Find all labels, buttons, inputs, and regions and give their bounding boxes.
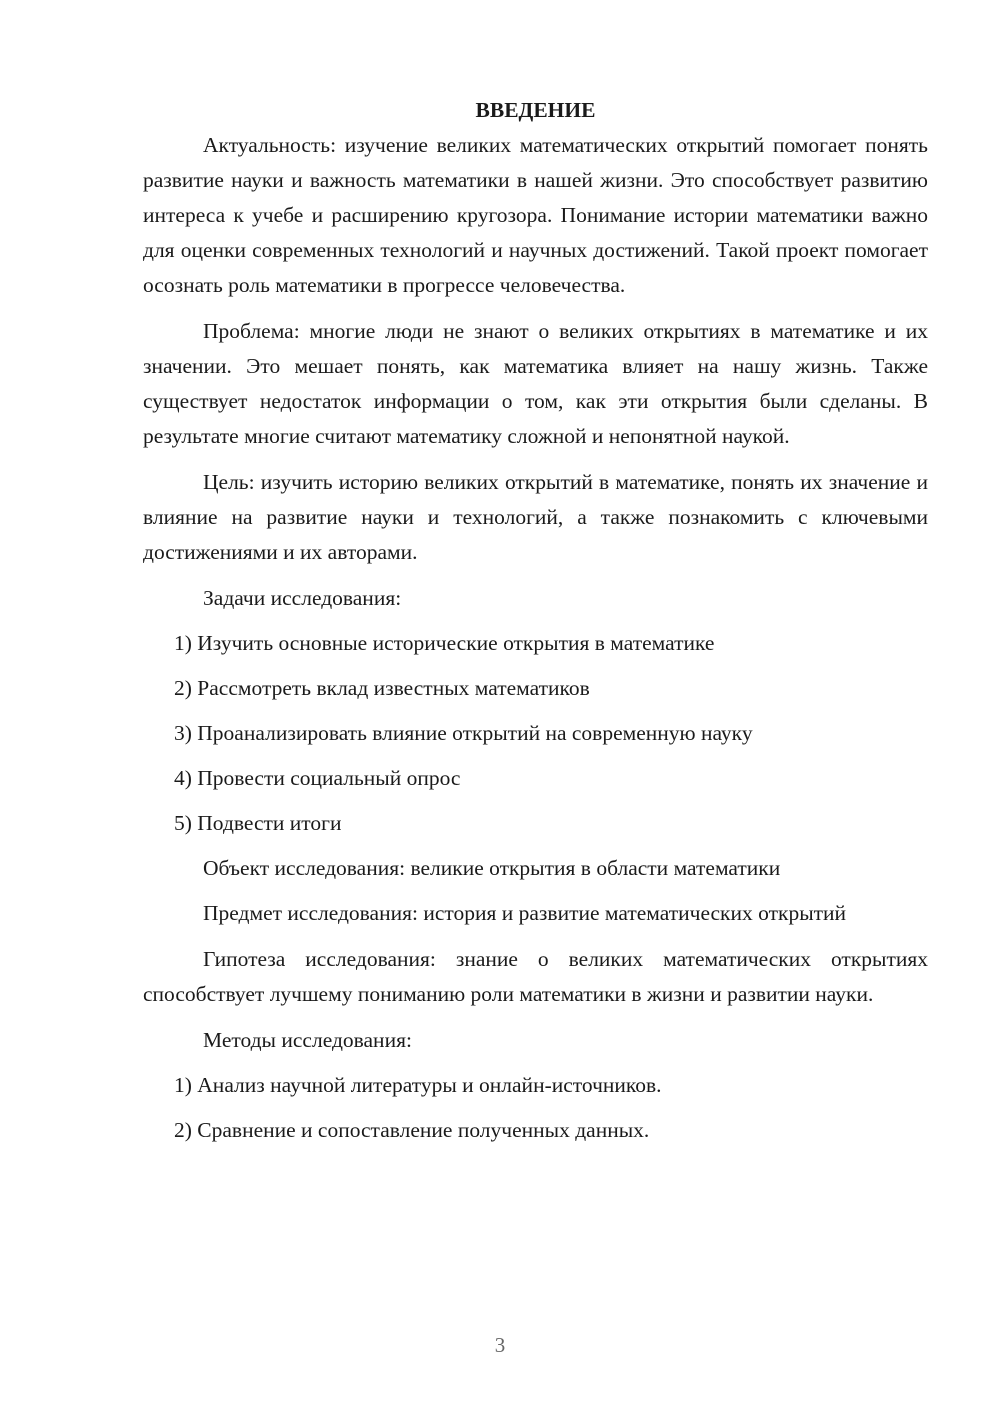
methods-heading: Методы исследования: bbox=[203, 1028, 412, 1052]
paragraph-hypothesis: Гипотеза исследования: знание о великих математических открытиях способствует лучшему пониманию роли математики в жизни и развитии науки. bbox=[143, 947, 928, 1006]
list-item-task: 2) Рассмотреть вклад известных математиков bbox=[174, 676, 590, 700]
list-item-method: 2) Сравнение и сопоставление полученных данных. bbox=[174, 1118, 650, 1142]
spacer bbox=[143, 841, 928, 851]
spacer bbox=[143, 1012, 928, 1023]
paragraph-problem: Проблема: многие люди не знают о великих открытиях в математике и их значении. Это мешает понять, как математика влияет на нашу жизнь. Также существует недостаток информации о том, как эти открытия были сделаны. В результате многие считают математику сложной и непонятной наукой. bbox=[143, 319, 928, 448]
spacer bbox=[143, 1103, 928, 1113]
spacer bbox=[143, 570, 928, 581]
tasks-heading: Задачи исследования: bbox=[203, 586, 402, 610]
paragraph-object: Объект исследования: великие открытия в области математики bbox=[203, 856, 781, 880]
spacer bbox=[143, 661, 928, 671]
paragraph-subject: Предмет исследования: история и развитие математических открытий bbox=[203, 901, 847, 925]
list-item-task: 1) Изучить основные исторические открытия в математике bbox=[174, 631, 715, 655]
spacer bbox=[143, 931, 928, 942]
paragraph-relevance: Актуальность: изучение великих математических открытий помогает понять развитие науки и важность математики в нашей жизни. Это способствует развитию интереса к учебе и расширению кругозора. Понимание истории математики важно для оценки современных технологий и научных достижений. Такой проект помогает осознать роль математики в прогрессе человечества. bbox=[143, 133, 928, 297]
spacer bbox=[143, 751, 928, 761]
spacer bbox=[143, 303, 928, 314]
list-item-method: 1) Анализ научной литературы и онлайн-источников. bbox=[174, 1073, 662, 1097]
spacer bbox=[143, 1058, 928, 1068]
spacer bbox=[143, 706, 928, 716]
page-number: 3 bbox=[494, 1333, 506, 1357]
document-page bbox=[143, 93, 928, 1148]
spacer bbox=[143, 886, 928, 896]
list-item-task: 5) Подвести итоги bbox=[174, 811, 342, 835]
spacer bbox=[143, 796, 928, 806]
spacer bbox=[143, 454, 928, 465]
spacer bbox=[143, 616, 928, 626]
list-item-task: 3) Проанализировать влияние открытий на современную науку bbox=[174, 721, 753, 745]
paragraph-goal: Цель: изучить историю великих открытий в математике, понять их значение и влияние на развитие науки и технологий, а также познакомить с ключевыми достижениями и их авторами. bbox=[143, 470, 928, 564]
list-item-task: 4) Провести социальный опрос bbox=[174, 766, 461, 790]
page-title: ВВЕДЕНИЕ bbox=[475, 98, 596, 122]
